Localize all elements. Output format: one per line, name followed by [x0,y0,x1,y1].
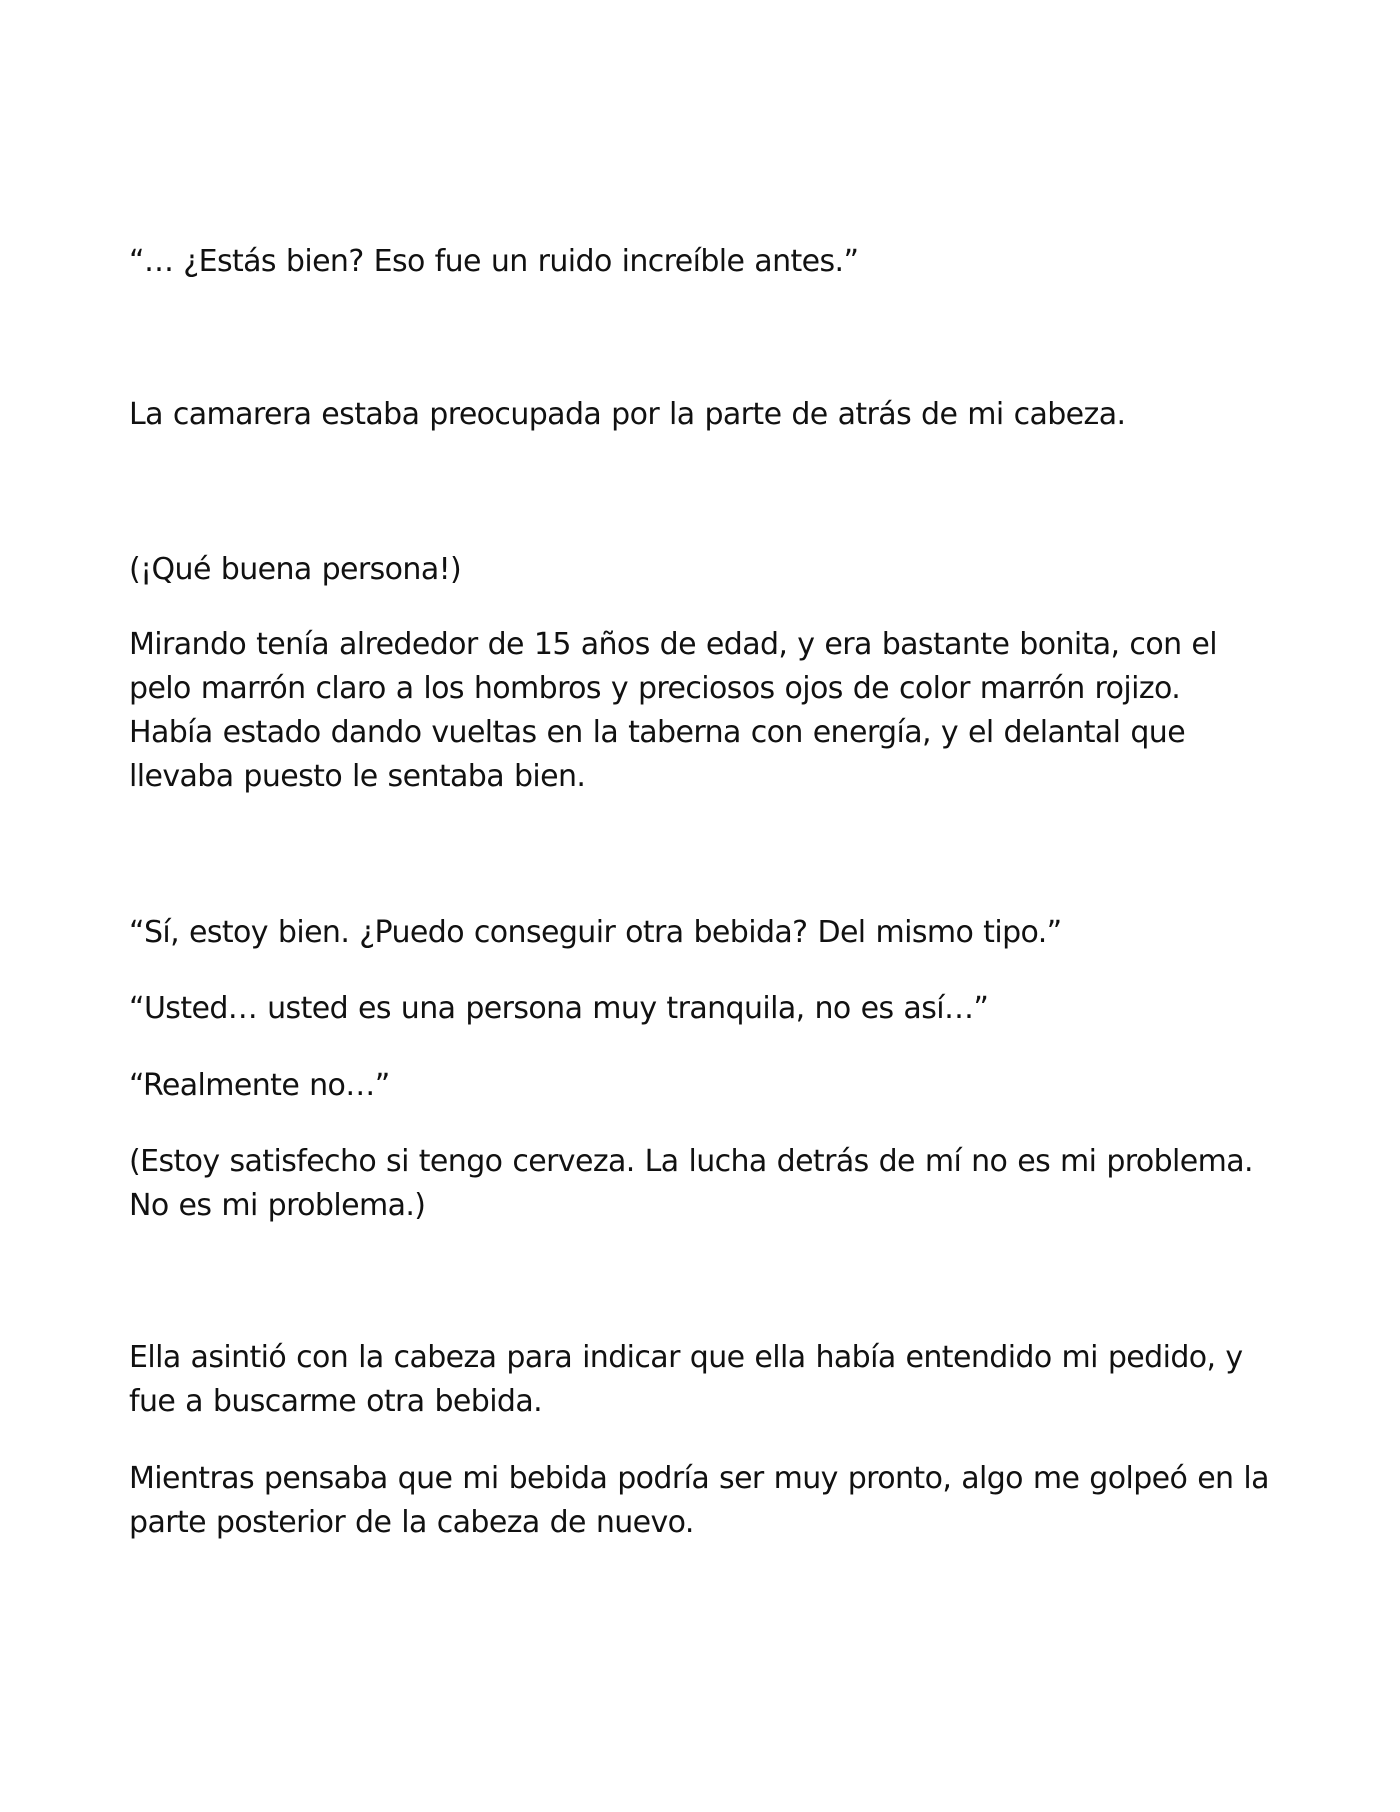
text-line: llevaba puesto le sentaba bien. [129,759,586,794]
text-line: Mirando tenía alrededor de 15 años de edad, y era bastante bonita, con el [129,627,1218,662]
text-line: fue a buscarme otra bebida. [129,1384,543,1419]
paragraph [129,1457,1289,1545]
text-line: “… ¿Estás bien? Eso fue un ruido increíble antes.” [129,244,859,279]
paragraph [129,1140,1289,1228]
text-line: No es mi problema.) [129,1188,426,1223]
paragraph [129,1064,1289,1108]
text-line: (Estoy satisfecho si tengo cerveza. La lucha detrás de mí no es mi problema. [129,1144,1253,1179]
paragraph [129,623,1289,799]
text-line: Había estado dando vueltas en la taberna con energía, y el delantal que [129,715,1186,750]
text-line: “Sí, estoy bien. ¿Puedo conseguir otra bebida? Del mismo tipo.” [129,915,1062,950]
paragraph [129,548,1289,592]
text-line: Ella asintió con la cabeza para indicar que ella había entendido mi pedido, y [129,1340,1243,1375]
text-line: (¡Qué buena persona!) [129,552,462,587]
paragraph [129,1336,1289,1424]
text-line: La camarera estaba preocupada por la parte de atrás de mi cabeza. [129,397,1126,432]
text-line: pelo marrón claro a los hombros y preciosos ojos de color marrón rojizo. [129,671,1181,706]
paragraph [129,911,1289,955]
text-line: “Realmente no…” [129,1068,390,1103]
text-line: “Usted… usted es una persona muy tranquila, no es así…” [129,991,989,1026]
text-line: Mientras pensaba que mi bebida podría ser muy pronto, algo me golpeó en la [129,1461,1269,1496]
paragraph [129,393,1289,437]
text-line: parte posterior de la cabeza de nuevo. [129,1505,694,1540]
paragraph [129,240,1289,284]
paragraph [129,987,1289,1031]
